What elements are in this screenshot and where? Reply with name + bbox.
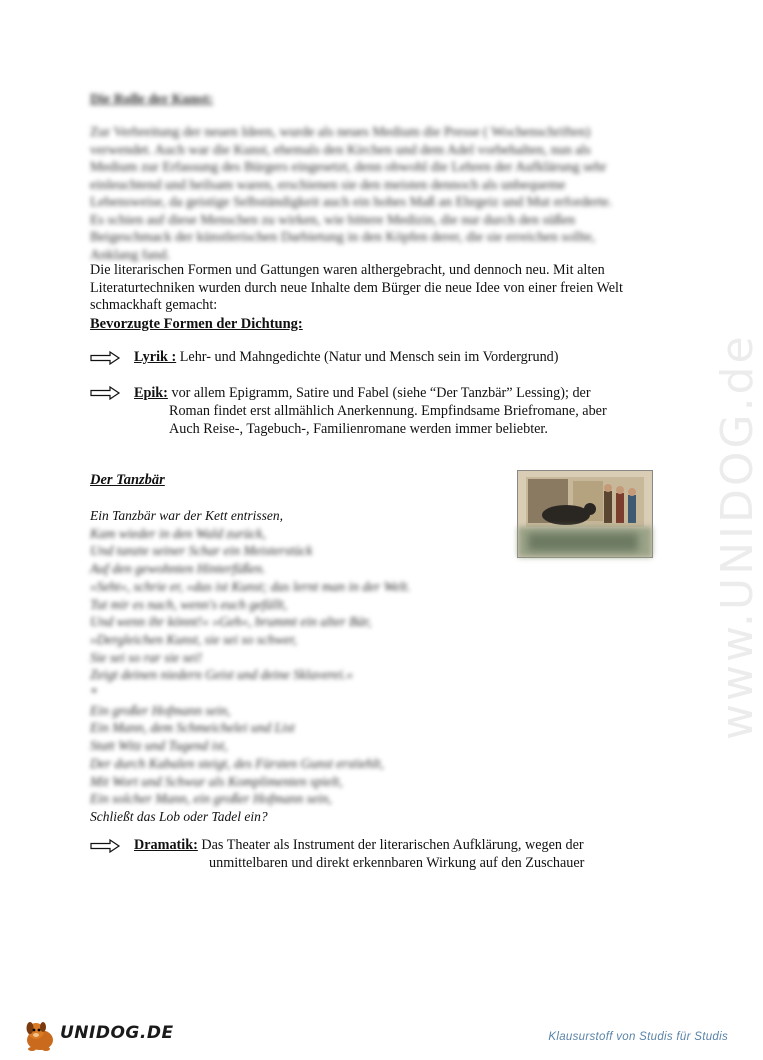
dramatik-item <box>134 836 654 872</box>
poem-line-blurred: Zeigt deinen niedern Geist und deine Sklaverei.« <box>90 667 354 683</box>
epik-text-line1: vor allem Epigramm, Satire und Fabel (siehe “Der Tanzbär” Lessing); der <box>167 385 591 401</box>
dramatik-text-line2: unmittelbaren und direkt erkennbaren Wirkung auf den Zuschauer <box>209 855 585 871</box>
illustration-image <box>518 471 652 557</box>
poem-line-blurred: Mit Wort und Schwur als Komplimenten spielt, <box>90 773 343 789</box>
poem-line-blurred: »Dergleichen Kunst, sie sei so schwer, <box>90 631 297 647</box>
blurred-line: Beigeschmack der künstlerischen Darbietung in den Köpfen derer, die sie erreichen sollte, <box>90 230 596 245</box>
intro-line: Die literarischen Formen und Gattungen waren althergebracht, und dennoch neu. Mit alten <box>90 262 605 278</box>
blurred-line: einleuchtend und heilsam waren, erschienen sie den meisten dennoch als unbequeme <box>90 177 566 193</box>
poem-line-blurred: Ein Mann, dem Schmeichelei und List <box>90 720 295 736</box>
intro-line: schmackhaft gemacht: <box>90 297 218 314</box>
watermark: www.UNIDOG.de <box>712 333 763 740</box>
lyrik-item <box>134 349 654 366</box>
dramatik-text-line1: Das Theater als Instrument der literarischen Aufklärung, wegen der <box>197 837 584 853</box>
intro-paragraph <box>90 262 650 315</box>
epik-text-line3: Auch Reise-, Tagebuch-, Familienromane werden immer beliebter. <box>169 421 548 437</box>
poem-line: Schließt das Lob oder Tadel ein? <box>90 808 268 824</box>
forms-heading: Bevorzugte Formen der Dichtung: <box>90 316 303 332</box>
poem-line-blurred: * <box>90 685 97 701</box>
lyrik-text: Lehr- und Mahngedichte (Natur und Mensch sein im Vordergrund) <box>176 349 559 365</box>
poem-line-blurred: Der durch Kabalen steigt, des Fürsten Gunst erstiehlt, <box>90 755 384 771</box>
blurred-line: Medium zur Erfassung des Bürgers eingesetzt, denn obwohl die Lehren der Aufklärung sehr <box>90 160 607 175</box>
lyrik-label: Lyrik : <box>134 349 177 365</box>
dramatik-label: Dramatik: <box>134 837 198 853</box>
blurred-line: Lebensweise, da geistige Selbständigkeit auch ein hohes Maß an Ehrgeiz und Mut erforderte. <box>90 195 613 210</box>
blurred-line: Es schien auf diese Menschen zu wirken, wie bittere Medizin, die nur durch den süßen <box>90 212 576 228</box>
logo-text: UNIDOG.DE <box>60 1023 174 1043</box>
arrow-right-icon <box>90 351 120 365</box>
blurred-line: Zur Verbreitung der neuen Ideen, wurde als neues Medium die Presse ( Wochenschriften) <box>90 125 591 140</box>
arrow-right-icon <box>90 839 120 853</box>
poem-line-blurred: Kam wieder in den Wald zurück, <box>90 525 266 541</box>
epik-label: Epik: <box>134 385 168 401</box>
intro-paragraph-blurred <box>90 124 650 264</box>
poem-title: Der Tanzbär <box>90 472 165 488</box>
intro-line: Literaturtechniken wurden durch neue Inhalte dem Bürger die neue Idee von einer freien Welt <box>90 279 623 296</box>
dog-mascot-icon <box>22 1018 62 1052</box>
epik-item <box>134 384 654 438</box>
poem-illustration <box>517 470 653 558</box>
poem-line-blurred: Tut mir es nach, wenn's euch gefällt, <box>90 596 288 612</box>
epik-text-line2: Roman findet erst allmählich Anerkennung. Empfindsame Briefromane, aber <box>169 403 607 419</box>
poem-text <box>90 507 510 826</box>
poem-line-blurred: Und tanzte seiner Schar ein Meisterstück <box>90 543 313 559</box>
poem-line-blurred: Auf den gewohnten Hinterfüßen. <box>90 561 266 577</box>
arrow-right-icon <box>90 386 120 400</box>
footer-tagline: Klausurstoff von Studis für Studis <box>548 1031 728 1043</box>
poem-line-blurred: Und wenn ihr könnt!« »Geh«, brummt ein alter Bär, <box>90 614 372 630</box>
section-heading-blurred: Die Rolle der Kunst: <box>90 92 214 107</box>
blurred-line: Anklang fand. <box>90 247 171 263</box>
poem-line: Ein Tanzbär war der Kett entrissen, <box>90 508 284 523</box>
poem-line-blurred: »Seht«, schrie er, »das ist Kunst; das lernt man in der Welt. <box>90 578 411 594</box>
poem-line-blurred: Ein solcher Mann, ein großer Hofmann sein, <box>90 791 332 807</box>
blurred-line: verwendet. Auch war die Kunst, ehemals den Kirchen und dem Adel vorbehalten, nun als <box>90 142 591 158</box>
unidog-logo <box>22 1018 174 1052</box>
poem-line-blurred: Sie sei so rar sie sei! <box>90 649 203 665</box>
poem-line-blurred: Statt Witz und Tugend ist, <box>90 738 228 754</box>
poem-line-blurred: Ein großer Hofmann sein, <box>90 702 231 718</box>
